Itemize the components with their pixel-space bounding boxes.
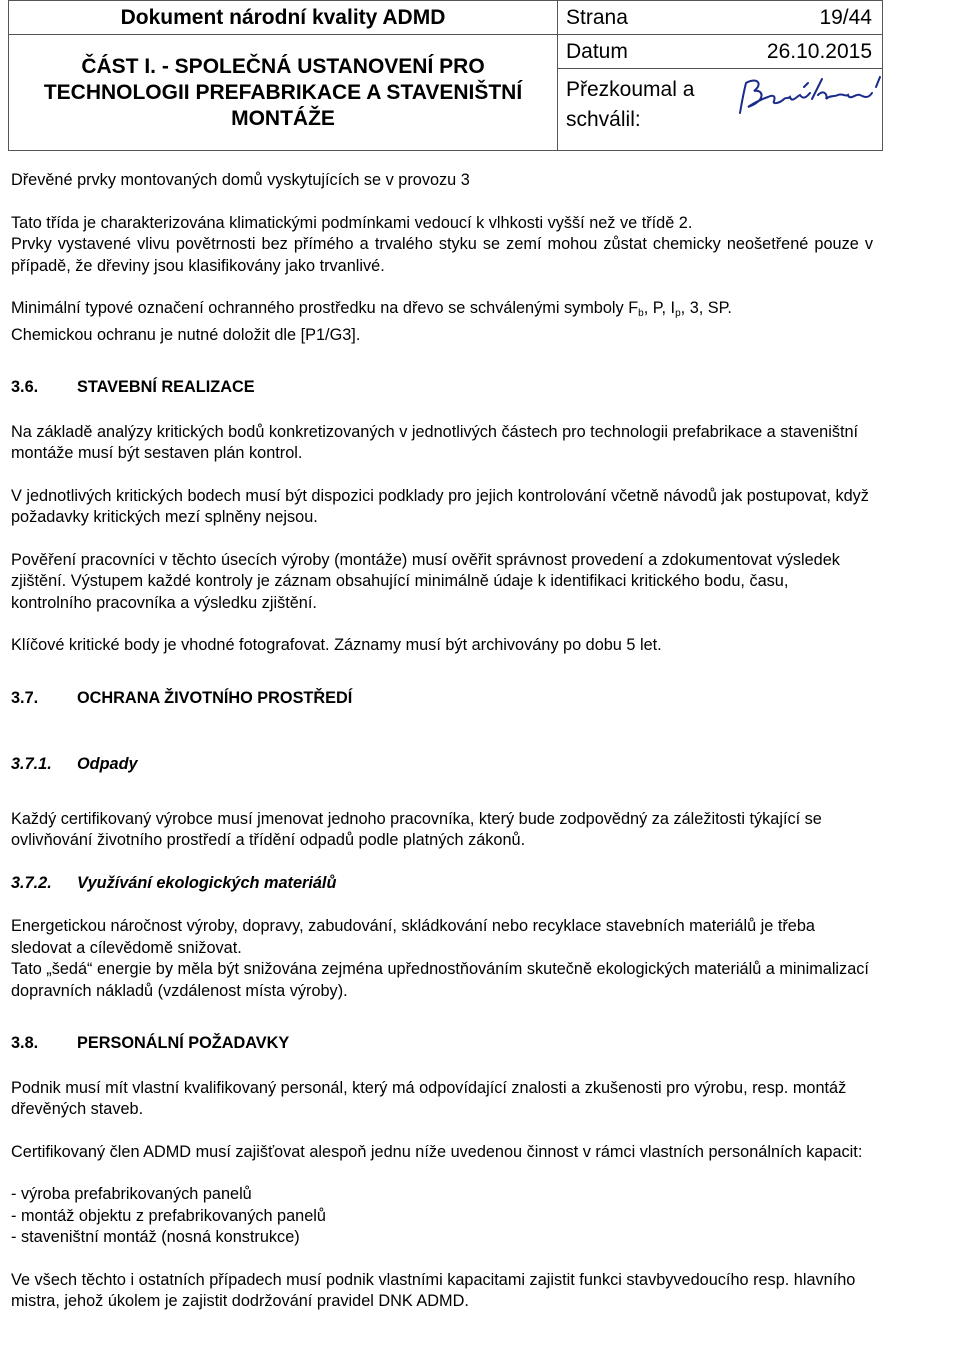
chemical-protection-text: Chemickou ochranu je nutné doložit dle [P1/G3]. [11, 325, 361, 344]
paragraph-member-activities: Certifikovaný člen ADMD musí zajišťovat alespoň jednu níže uvedenou činnost v rámci vlastních personálních kapacit: [11, 1142, 863, 1161]
page-number-cell [558, 1, 883, 35]
signature-image [734, 73, 884, 123]
paragraph-site-manager: Ve všech těchto i ostatních případech musí podnik vlastními kapacitami zajistit funkci stavbyvedoucího resp. hlavního mistra, jehož úkolem je zajistit dodržování pravidel DNK ADMD. [11, 1270, 856, 1310]
paragraph-critical-points: V jednotlivých kritických bodech musí být dispozici podklady pro jejich kontrolování včetně návodů jak postupovat, když požadavky kritických mezí splněny nejsou. [11, 486, 869, 526]
grey-energy-text: Tato „šedá“ energie by měla být snižována zejména upřednostňováním skutečně ekologických materiálů a minimalizací dopravních nákladů (vzdálenost místa výroby). [11, 960, 869, 1000]
section-number: 3.8. [11, 1034, 39, 1052]
marking-text-3: , 3, SP. [680, 299, 732, 317]
document-body [11, 170, 873, 1313]
energy-text: Energetickou náročnost výroby, dopravy, zabudování, skládkování nebo recyklace stavebních materiálů je třeba sledovat a cílevědomě snižovat. [11, 917, 815, 957]
paragraph-wood-class-3: Dřevěné prvky montovaných domů vyskytujících se v provozu 3 [11, 171, 470, 189]
subsection-heading-3-7-2 [11, 873, 873, 895]
date-cell [558, 35, 883, 69]
date-value: 26.10.2015 [766, 39, 872, 63]
section-number: 3.7. [11, 688, 39, 707]
subscript-p: p [675, 308, 681, 319]
subscript-b: b [638, 308, 644, 319]
paragraph-energy [11, 916, 873, 1002]
paragraph-protection-marking [11, 298, 873, 346]
subsection-title: Využívání ekologických materiálů [77, 873, 337, 892]
part-title-cell [9, 35, 558, 151]
subsection-number: 3.7.2. [11, 873, 52, 892]
marking-text-2: , P, I [643, 299, 676, 317]
approval-label-line-2: schválil: [566, 108, 641, 131]
paragraph-control-plan: Na základě analýzy kritických bodů konkretizovaných v jednotlivých částech pro technologii prefabrikace a staveništní montáže musí být sestaven plán kontrol. [11, 422, 859, 462]
paragraph-responsible-workers: Pověření pracovníci v těchto úsecích výroby (montáže) musí ověřit správnost provedení a zdokumentovat výsledek zjištění. Výstupem každé kontroly je záznam obsahující minimálně údaje k identifikaci kritického bodu, času, kontrolního pracovníka a výsledku zjištění. [11, 550, 840, 612]
subsection-heading-3-7-1 [11, 754, 873, 776]
list-item: - výroba prefabrikovaných panelů [11, 1185, 252, 1203]
page-value: 19/44 [819, 5, 872, 29]
approval-label-line-1: Přezkoumal a [566, 78, 695, 101]
section-number: 3.6. [11, 378, 39, 396]
list-item: - montáž objektu z prefabrikovaných panelů [11, 1206, 326, 1225]
date-label: Datum [566, 39, 628, 63]
section-heading-3-8 [11, 1033, 873, 1055]
section-heading-3-6 [11, 377, 873, 399]
part-title-line-2: TECHNOLOGII PREFABRIKACE A STAVENIŠTNÍ [43, 80, 523, 104]
page-label: Strana [566, 5, 628, 29]
doc-title: Dokument národní kvality ADMD [120, 5, 446, 29]
activity-list [11, 1184, 873, 1249]
subsection-title: Odpady [77, 755, 138, 773]
paragraph-waste: Každý certifikovaný výrobce musí jmenovat jednoho pracovníka, který bude zodpovědný za záležitosti týkající se ovlivňování životního prostředí a třídění odpadů podle platných zákonů. [11, 809, 822, 849]
marking-text: Minimální typové označení ochranného prostředku na dřevo se schválenými symboly F [11, 299, 639, 317]
paragraph-class-description [11, 213, 873, 278]
doc-title-cell [9, 1, 558, 35]
approval-label [566, 75, 694, 135]
paragraph-photography: Klíčové kritické body je vhodné fotografovat. Záznamy musí být archivovány po dobu 5 let. [11, 636, 662, 654]
class-description-rest: Prvky vystavené vlivu povětrnosti bez přímého a trvalého styku se zemí mohou zůstat chemicky neošetřené pouze v případě, že dřeviny jsou klasifikovány jako trvanlivé. [11, 235, 873, 275]
class-description-line: Tato třída je charakterizována klimatickými podmínkami vedoucí k vlhkosti vyšší než ve třídě 2. [11, 213, 693, 232]
paragraph-personnel: Podnik musí mít vlastní kvalifikovaný personál, který má odpovídající znalosti a zkušenosti pro výrobu, resp. montáž dřevěných staveb. [11, 1078, 847, 1118]
section-title: OCHRANA ŽIVOTNÍHO PROSTŘEDÍ [77, 688, 353, 707]
list-item: - staveništní montáž (nosná konstrukce) [11, 1228, 300, 1246]
approval-cell [558, 69, 883, 151]
subsection-number: 3.7.1. [11, 755, 52, 773]
section-heading-3-7 [11, 688, 873, 710]
section-title: STAVEBNÍ REALIZACE [77, 378, 255, 396]
section-title: PERSONÁLNÍ POŽADAVKY [77, 1034, 290, 1052]
part-title-line-3: MONTÁŽE [231, 106, 335, 130]
part-title-line-1: ČÁST I. - SPOLEČNÁ USTANOVENÍ PRO [81, 54, 485, 78]
document-header [8, 0, 883, 151]
